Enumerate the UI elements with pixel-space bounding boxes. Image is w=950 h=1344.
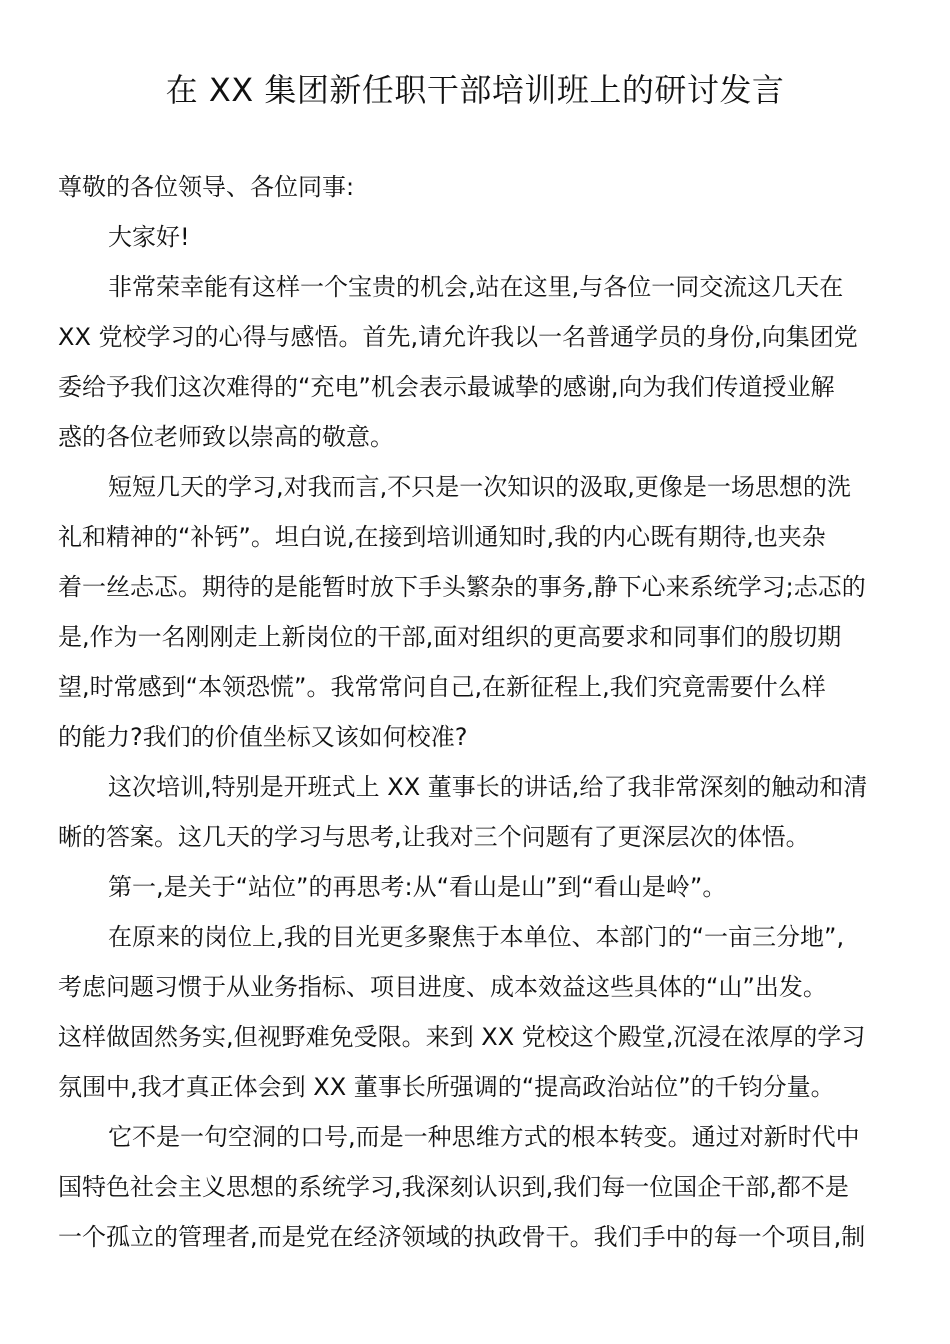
paragraph-line: 这次培训,特别是开班式上 XX 董事长的讲话,给了我非常深刻的触动和清 bbox=[108, 773, 868, 801]
section-heading: 第一,是关于“站位”的再思考:从“看山是山”到“看山是岭”。 bbox=[108, 873, 727, 901]
paragraph-line: 晰的答案。这几天的学习与思考,让我对三个问题有了更深层次的体悟。 bbox=[58, 823, 810, 851]
paragraph-line: 是,作为一名刚刚走上新岗位的干部,面对组织的更高要求和同事们的殷切期 bbox=[58, 623, 842, 651]
paragraph-line: 非常荣幸能有这样一个宝贵的机会,站在这里,与各位一同交流这几天在 bbox=[108, 273, 844, 301]
paragraph-line: 大家好! bbox=[108, 223, 190, 251]
document-body bbox=[58, 162, 894, 1262]
paragraph-line: 国特色社会主义思想的系统学习,我深刻认识到,我们每一位国企干部,都不是 bbox=[58, 1173, 849, 1201]
salutation: 尊敬的各位领导、各位同事: bbox=[58, 173, 355, 201]
paragraph-line: 惑的各位老师致以崇高的敬意。 bbox=[58, 423, 394, 451]
paragraph-line: 的能力?我们的价值坐标又该如何校准? bbox=[58, 723, 468, 751]
paragraph-line: 这样做固然务实,但视野难免受限。来到 XX 党校这个殿堂,沉浸在浓厚的学习 bbox=[58, 1023, 866, 1051]
paragraph-line: 它不是一句空洞的口号,而是一种思维方式的根本转变。通过对新时代中 bbox=[108, 1123, 860, 1151]
paragraph-line: 着一丝忐忑。期待的是能暂时放下手头繁杂的事务,静下心来系统学习;忐忑的 bbox=[58, 573, 866, 601]
paragraph-line: 在原来的岗位上,我的目光更多聚焦于本单位、本部门的“一亩三分地”, bbox=[108, 923, 845, 951]
paragraph-line: 礼和精神的“补钙”。坦白说,在接到培训通知时,我的内心既有期待,也夹杂 bbox=[58, 523, 826, 551]
paragraph-line: 短短几天的学习,对我而言,不只是一次知识的汲取,更像是一场思想的洗 bbox=[108, 473, 851, 501]
document-title: 在 XX 集团新任职干部培训班上的研讨发言 bbox=[165, 71, 785, 109]
paragraph-line: 望,时常感到“本领恐慌”。我常常问自己,在新征程上,我们究竟需要什么样 bbox=[58, 673, 826, 701]
paragraph-line: 委给予我们这次难得的“充电”机会表示最诚挚的感谢,向为我们传道授业解 bbox=[58, 373, 835, 401]
paragraph-line: 考虑问题习惯于从业务指标、项目进度、成本效益这些具体的“山”出发。 bbox=[58, 973, 827, 1001]
paragraph-line: XX 党校学习的心得与感悟。首先,请允许我以一名普通学员的身份,向集团党 bbox=[58, 323, 858, 351]
paragraph-line: 一个孤立的管理者,而是党在经济领域的执政骨干。我们手中的每一个项目,制 bbox=[58, 1223, 866, 1251]
paragraph-line: 氛围中,我才真正体会到 XX 董事长所强调的“提高政治站位”的千钧分量。 bbox=[58, 1073, 835, 1101]
